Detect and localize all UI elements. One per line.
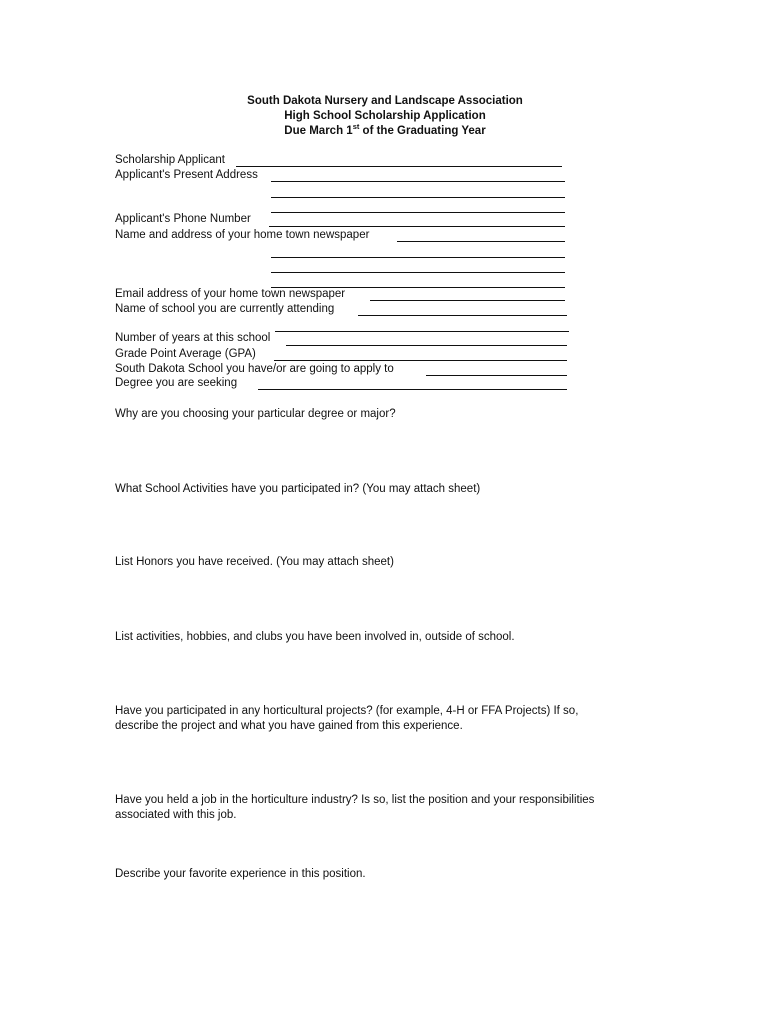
sd-school-blank[interactable] [426, 375, 567, 376]
gpa-blank[interactable] [274, 360, 567, 361]
question-degree-reason: Why are you choosing your particular degree or major? [115, 408, 396, 420]
newspaper-blank-3[interactable] [271, 272, 565, 273]
question-horticultural-projects-line1: Have you participated in any horticultural projects? (for example, 4-H or FFA Projects) If so, [115, 705, 579, 717]
phone-label: Applicant's Phone Number [115, 213, 251, 225]
question-outside-activities: List activities, hobbies, and clubs you have been involved in, outside of school. [115, 631, 515, 643]
question-horticultural-projects-line2: describe the project and what you have gained from this experience. [115, 720, 463, 732]
school-label: Name of school you are currently attending [115, 303, 335, 315]
question-horticulture-job-line1: Have you held a job in the horticulture industry? Is so, list the position and your responsibilities [115, 794, 595, 806]
gpa-label: Grade Point Average (GPA) [115, 348, 256, 360]
due-date: Due March 1st of the Graduating Year [284, 122, 486, 137]
phone-blank[interactable] [269, 226, 565, 227]
question-favorite-experience: Describe your favorite experience in this position. [115, 868, 366, 880]
degree-blank[interactable] [258, 389, 567, 390]
sd-school-label: South Dakota School you have/or are going to apply to [115, 363, 394, 375]
address-label: Applicant's Present Address [115, 169, 258, 181]
school-blank-1[interactable] [358, 315, 567, 316]
years-label: Number of years at this school [115, 332, 271, 344]
newspaper-email-label: Email address of your home town newspaper [115, 288, 346, 300]
degree-label: Degree you are seeking [115, 377, 238, 389]
question-horticulture-job-line2: associated with this job. [115, 809, 237, 821]
applicant-label: Scholarship Applicant [115, 154, 225, 166]
question-honors: List Honors you have received. (You may attach sheet) [115, 556, 394, 568]
form-title: High School Scholarship Application [284, 110, 486, 122]
applicant-blank[interactable] [236, 166, 562, 167]
school-blank-2[interactable] [275, 331, 569, 332]
newspaper-email-blank[interactable] [370, 300, 565, 301]
address-blank-2[interactable] [271, 197, 565, 198]
address-blank-3[interactable] [271, 212, 565, 213]
newspaper-label: Name and address of your home town newspaper [115, 229, 370, 241]
newspaper-blank-1[interactable] [397, 241, 565, 242]
question-school-activities: What School Activities have you participated in? (You may attach sheet) [115, 483, 481, 495]
years-blank[interactable] [286, 345, 567, 346]
address-blank-1[interactable] [271, 181, 565, 182]
newspaper-blank-2[interactable] [271, 257, 565, 258]
association-name: South Dakota Nursery and Landscape Association [247, 95, 523, 107]
form-header [0, 94, 770, 139]
